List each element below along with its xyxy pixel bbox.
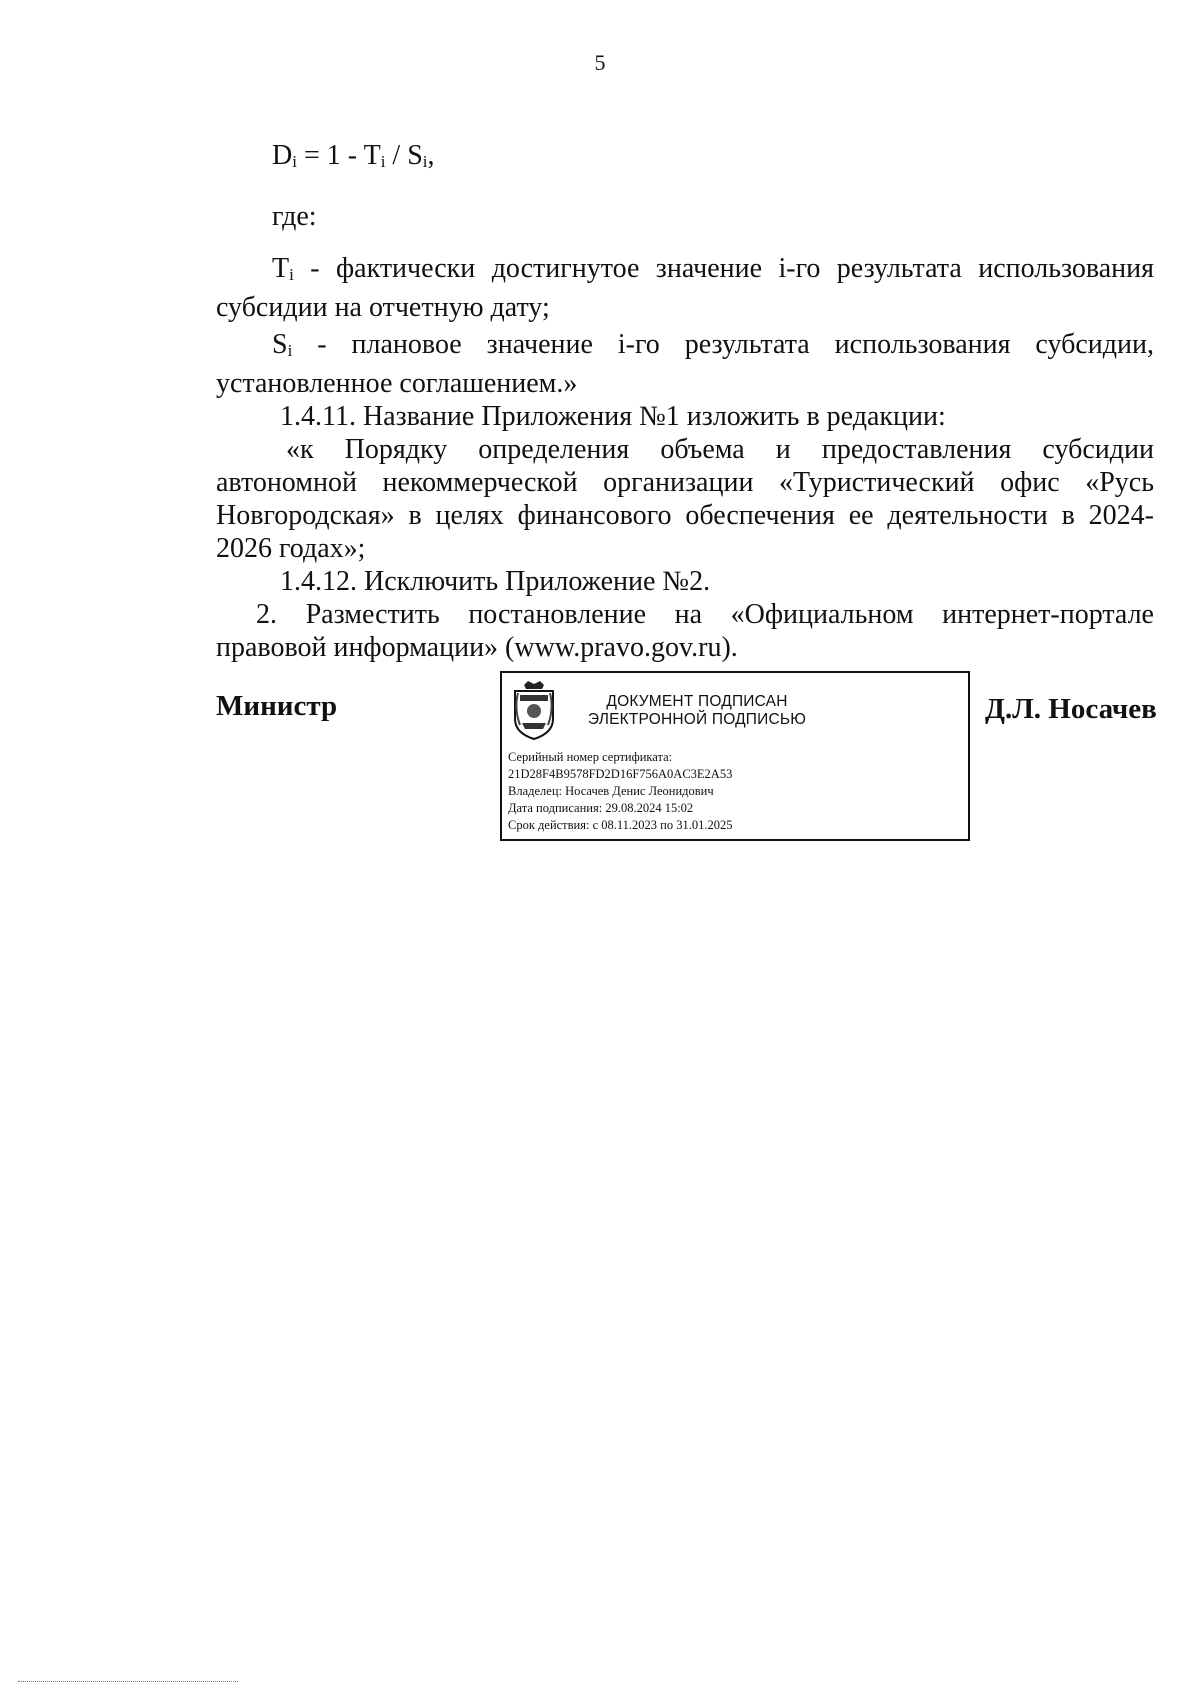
coat-of-arms-icon: [510, 679, 558, 741]
stamp-heading-line2: ЭЛЕКТРОННОЙ ПОДПИСЬЮ: [587, 711, 807, 728]
stamp-heading-line1: ДОКУМЕНТ ПОДПИСАН: [606, 693, 788, 710]
document-body: [216, 200, 1154, 664]
item-2: 2. Разместить постановление на «Официальном интернет-портале правовой информации» (www.pravo.gov.ru).: [216, 599, 1154, 663]
item-1-4-12: 1.4.12. Исключить Приложение №2.: [280, 566, 711, 597]
stamp-details: [508, 749, 732, 834]
t-definition: [216, 252, 1154, 324]
t-symbol: T: [272, 253, 290, 284]
stamp-heading: [582, 693, 812, 729]
formula-slash: / S: [385, 140, 423, 171]
t-definition-text: - фактически достигнутое значение i-го результата использования субсидии на отчетную дату;: [216, 253, 1154, 323]
appendix-title-quote: «к Порядку определения объема и предоставления субсидии автономной некоммерческой организации «Туристический офис «Русь Новгородская» в целях финансового обеспечения ее деятельности в 2024-2026 годах»;: [216, 434, 1154, 564]
signer-position: Министр: [216, 690, 338, 722]
formula-d-sub: i: [292, 152, 297, 171]
s-symbol-sub: i: [287, 341, 293, 360]
certificate-owner: Владелец: Носачев Денис Леонидович: [508, 784, 714, 798]
s-definition: [216, 328, 1154, 400]
where-label: где:: [272, 201, 317, 232]
formula-s-sub: i: [422, 152, 428, 171]
certificate-serial-label: Серийный номер сертификата:: [508, 750, 673, 764]
formula-end: ,: [427, 140, 435, 171]
formula-d: D: [272, 140, 293, 171]
scan-footer-mark: [18, 1681, 238, 1685]
t-symbol-sub: i: [289, 265, 294, 284]
certificate-validity: Срок действия: с 08.11.2023 по 31.01.2025: [508, 818, 733, 832]
certificate-serial: 21D28F4B9578FD2D16F756A0AC3E2A53: [508, 767, 733, 781]
s-definition-text: - плановое значение i-го результата использования субсидии, установленное соглашением.»: [216, 329, 1154, 399]
formula-mid: = 1 - T: [296, 140, 381, 171]
formula-t-sub: i: [380, 152, 386, 171]
item-1-4-11: 1.4.11. Название Приложения №1 изложить в редакции:: [280, 401, 946, 432]
electronic-signature-stamp: [500, 671, 970, 841]
page-number: 5: [594, 50, 606, 75]
formula: [272, 140, 435, 172]
s-symbol: S: [272, 329, 288, 360]
signing-date: Дата подписания: 29.08.2024 15:02: [508, 801, 694, 815]
signer-name: Д.Л. Носачев: [985, 693, 1157, 725]
